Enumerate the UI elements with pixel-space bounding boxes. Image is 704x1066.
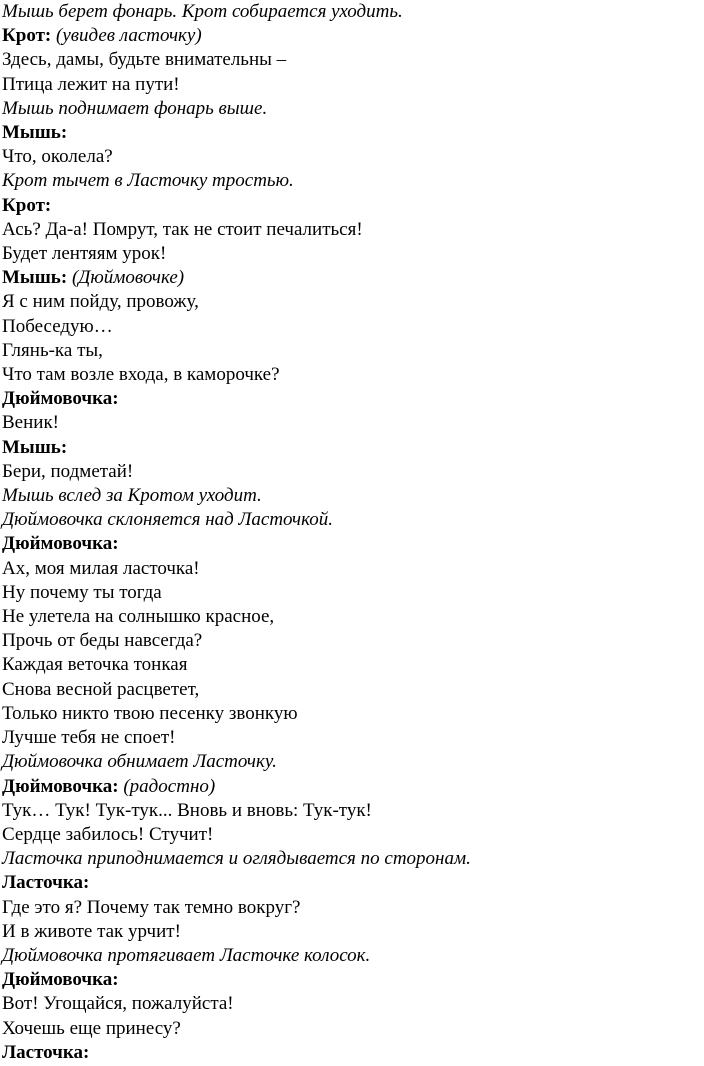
speaker-name: Крот: (2, 25, 52, 47)
speaker-line (2, 1041, 704, 1065)
dialogue-line: Снова весной расцветет, (2, 678, 200, 700)
dialogue-line: Здесь, дамы, будьте внимательны – (2, 49, 287, 71)
stage-direction: Крот тычет в Ласточку тростью. (2, 170, 294, 192)
stage-direction: Мышь вслед за Кротом уходит. (2, 485, 262, 507)
dialogue-line: Будет лентяям урок! (2, 243, 167, 265)
dialogue-line: Только никто твою песенку звонкую (2, 702, 298, 724)
speaker-name: Мышь: (2, 267, 68, 289)
stage-direction: Ласточка приподнимается и оглядывается по сторонам. (2, 848, 471, 870)
speaker-line (2, 24, 704, 48)
speaker-name: Дюймовочка: (2, 969, 119, 991)
dialogue-line: Тук… Тук! Тук-тук... Вновь и вновь: Тук-тук! (2, 799, 372, 821)
dialogue-line: Ах, моя милая ласточка! (2, 557, 200, 579)
speaker-note: (Дюймовочке) (67, 267, 185, 289)
dialogue-line: Ась? Да-а! Помрут, так не стоит печалиться! (2, 218, 363, 240)
speaker-name: Ласточка: (2, 872, 90, 894)
speaker-note: (радостно) (118, 775, 216, 797)
dialogue-line: Вот! Угощайся, пожалуйста! (2, 993, 234, 1015)
speaker-line (2, 871, 704, 895)
speaker-line (2, 775, 704, 799)
dialogue-line: Я с ним пойду, провожу, (2, 291, 199, 313)
stage-direction: Дюймовочка склоняется над Ласточкой. (2, 509, 334, 531)
dialogue-line: Глянь-ка ты, (2, 339, 103, 361)
speaker-line (2, 968, 704, 992)
dialogue-line: Не улетела на солнышко красное, (2, 606, 275, 628)
dialogue-line: Прочь от беды навсегда? (2, 630, 203, 652)
speaker-name: Мышь: (2, 122, 68, 144)
speaker-name: Дюймовочка: (2, 533, 119, 555)
dialogue-line: Где это я? Почему так темно вокруг? (2, 896, 301, 918)
speaker-line (2, 121, 704, 145)
dialogue-line: Побеседую… (2, 315, 113, 337)
speaker-name: Дюймовочка: (2, 388, 119, 410)
stage-direction: Мышь берет фонарь. Крот собирается уходить. (2, 1, 403, 22)
speaker-line (2, 532, 704, 556)
speaker-name: Дюймовочка: (2, 775, 119, 797)
speaker-line (2, 387, 704, 411)
speaker-name: Ласточка: (2, 1041, 90, 1063)
dialogue-line: Лучше тебя не споет! (2, 727, 176, 749)
stage-direction: Дюймовочка обнимает Ласточку. (2, 751, 277, 773)
dialogue-line: Сердце забилось! Стучит! (2, 823, 214, 845)
speaker-note: (увидев ласточку) (51, 25, 202, 47)
dialogue-line: Ну почему ты тогда (2, 581, 162, 603)
dialogue-line: Бери, подметай! (2, 460, 134, 482)
dialogue-line: Хочешь еще принесу? (2, 1017, 181, 1039)
speaker-line (2, 194, 704, 218)
speaker-line (2, 436, 704, 460)
dialogue-line: И в животе так урчит! (2, 920, 181, 942)
stage-direction: Мышь поднимает фонарь выше. (2, 97, 268, 119)
dialogue-line: Веник! (2, 412, 59, 434)
dialogue-line: Птица лежит на пути! (2, 73, 180, 95)
stage-direction: Дюймовочка протягивает Ласточке колосок. (2, 944, 371, 966)
speaker-line (2, 266, 704, 290)
speaker-name: Мышь: (2, 436, 68, 458)
speaker-name: Крот: (2, 194, 52, 216)
dialogue-line: Что, околела? (2, 146, 113, 168)
dialogue-line: Что там возле входа, в каморочке? (2, 364, 280, 386)
dialogue-line: Каждая веточка тонкая (2, 654, 188, 676)
